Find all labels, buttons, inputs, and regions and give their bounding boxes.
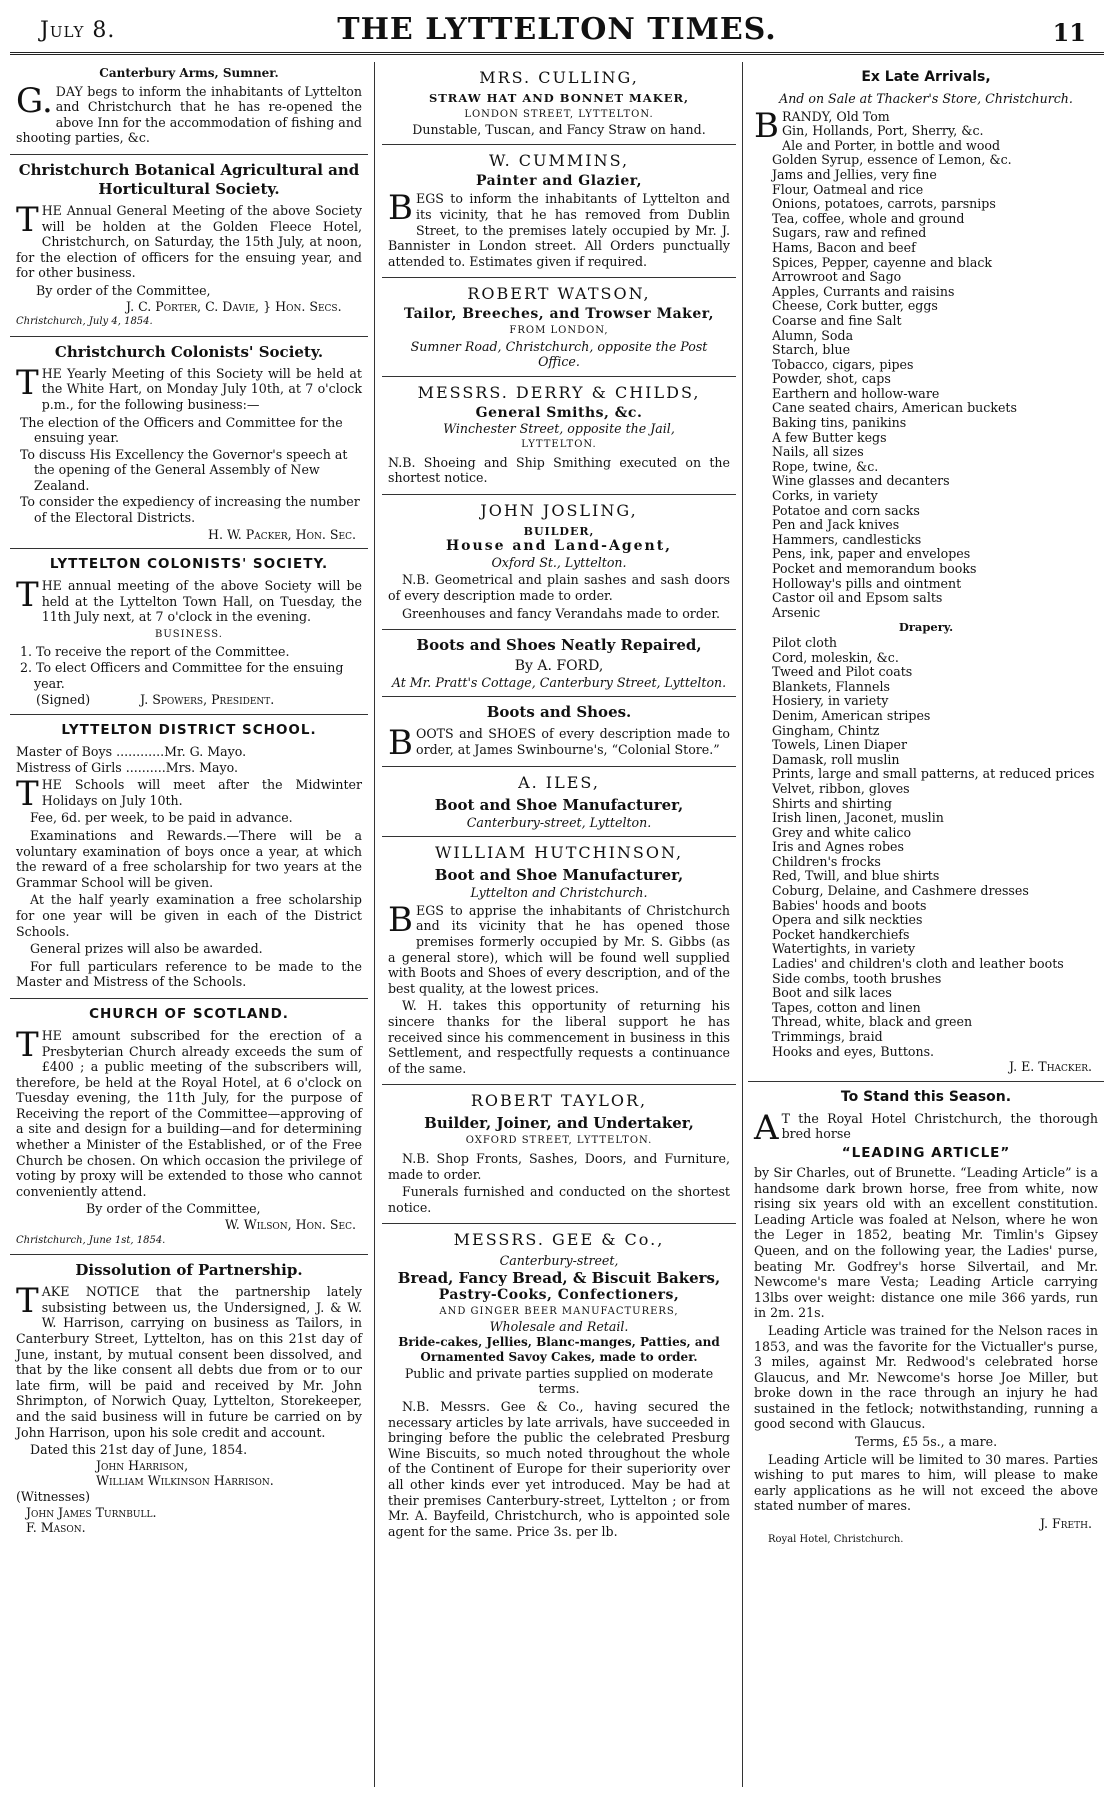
- trade: Tailor, Breeches, and Trowser Maker,: [403, 306, 715, 323]
- ad-body: N.B. Shoeing and Ship Smithing executed on the shortest notice.: [388, 454, 730, 486]
- goods-item: Tweed and Pilot coats: [772, 664, 913, 680]
- ad-body: Public and private parties supplied on moderate terms.: [404, 1365, 714, 1397]
- trade: AND GINGER BEER MANUFACTURERS,: [439, 1305, 679, 1317]
- drapery-list: [754, 636, 1098, 1059]
- signature: J. E. Thacker.: [1009, 1059, 1092, 1075]
- ad-watson: [382, 278, 736, 376]
- address: Oxford St., Lyttelton.: [491, 554, 627, 570]
- drop-cap: T: [16, 774, 39, 815]
- goods-item: Babies' hoods and boots: [772, 897, 927, 913]
- ad-thacker-store: [748, 62, 1104, 1082]
- agenda-item: To discuss His Excellency the Governor's speech at the opening of the General Assembly of New Zealand.: [20, 446, 348, 493]
- ad-josling: [382, 495, 736, 631]
- goods-item: Holloway's pills and ointment: [772, 575, 962, 591]
- business-label: BUSINESS.: [155, 629, 223, 641]
- ad-church-of-scotland: [10, 999, 368, 1255]
- signature: J. Freth.: [1039, 1516, 1092, 1532]
- goods-item: Tapes, cotton and linen: [772, 999, 921, 1015]
- goods-item: Hooks and eyes, Buttons.: [772, 1043, 935, 1059]
- goods-item: Apples, Currants and raisins: [772, 283, 955, 299]
- address: Canterbury-street, Lyttelton.: [466, 814, 652, 830]
- ad-heading: WILLIAM HUTCHINSON,: [434, 843, 684, 863]
- goods-item: Iris and Agnes robes: [772, 839, 904, 855]
- ad-body: by Sir Charles, out of Brunette. “Leading Article” is a handsome dark brown horse, free from white, now rising six years old with an excellent constitution. Leading Article was foaled at Nelson, where he won the Leger in 1852, beating Mr. Timlin's Gipsey Queen, and on the following year, the Ladies' purse, beating Mr. Godfrey's horse Silvertail, and Mr. Newcome's mare Vesta; Leading Article carrying 13lbs over weight: distance one mile 366 yards, run in 2m. 21s.: [754, 1164, 1098, 1321]
- ad-body: N.B. Shop Fronts, Sashes, Doors, and Furniture, made to order.: [388, 1150, 730, 1182]
- terms: Terms, £5 5s., a mare.: [854, 1434, 998, 1450]
- goods-item: Towels, Linen Diaper: [772, 737, 907, 753]
- goods-item: Grey and white calico: [772, 824, 912, 840]
- goods-item: Shirts and shirting: [772, 795, 892, 811]
- ad-heading: Christchurch Botanical Agricultural and Horticultural Society.: [18, 160, 360, 198]
- goods-item: Opera and silk neckties: [772, 912, 923, 928]
- goods-item: Arrowroot and Sago: [772, 269, 902, 285]
- ad-heading: Ex Late Arrivals,: [861, 69, 991, 85]
- goods-item: Tobacco, cigars, pipes: [772, 356, 914, 372]
- ad-dissolution: [10, 1255, 368, 1542]
- column-rule: [374, 62, 375, 1787]
- goods-item: Golden Syrup, essence of Lemon, &c.: [772, 152, 1012, 168]
- column-1: [10, 62, 368, 1787]
- trade: Bread, Fancy Bread, & Biscuit Bakers,: [397, 1268, 721, 1287]
- address: Canterbury-street,: [499, 1253, 619, 1269]
- masthead: [10, 6, 1104, 55]
- goods-item: Pens, ink, paper and envelopes: [772, 546, 971, 562]
- goods-item: Arsenic: [772, 604, 821, 620]
- school-half-yearly: At the half yearly examination a free scholarship for one year will be given in each of the District Schools.: [16, 892, 362, 939]
- column-rule: [742, 62, 743, 1787]
- goods-item: RANDY, Old Tom: [782, 108, 890, 124]
- ad-colonists-society: [10, 337, 368, 550]
- ad-heading: To Stand this Season.: [840, 1088, 1012, 1105]
- drop-cap: A: [754, 1107, 779, 1148]
- goods-item: Gin, Hollands, Port, Sherry, &c.: [782, 123, 984, 139]
- goods-item: Jams and Jellies, very fine: [772, 166, 937, 182]
- trade: General Smiths, &c.: [475, 404, 643, 421]
- goods-item: Flour, Oatmeal and rice: [772, 181, 924, 197]
- ad-taylor: [382, 1085, 736, 1224]
- goods-item: A few Butter kegs: [772, 429, 887, 445]
- goods-item: Thread, white, black and green: [772, 1014, 973, 1030]
- ad-body: Leading Article was trained for the Nelson races in 1853, and was the favorite for the Victualler's purse, 3 miles, against Mr. Redwood's celebrated horse Glaucus, and Mr. Newcome's horse Joe Miller, but broke down in the race through an injury he had sustained in the fetlock; notwithstanding, running a good second with Glaucus.: [754, 1322, 1098, 1432]
- ad-culling: [382, 62, 736, 145]
- school-exams: Examinations and Rewards.—There will be a voluntary examination of boys once a year, at which the reward of a free scholarship for two years at the Grammar School will be given.: [16, 827, 362, 890]
- horse-name: “LEADING ARTICLE”: [841, 1144, 1011, 1161]
- goods-item: Hams, Bacon and beef: [772, 239, 916, 255]
- goods-item: Powder, shot, caps: [772, 371, 891, 387]
- column-2: [382, 62, 736, 1787]
- agenda-item: 1. To receive the report of the Committee.: [20, 643, 290, 659]
- signature: W. Wilson, Hon. Sec.: [225, 1217, 356, 1233]
- ad-body: Leading Article will be limited to 30 mares. Parties wishing to put mares to him, will please to make early applications as he will not exceed the above stated number of mares.: [754, 1451, 1098, 1514]
- signature: John Harrison,: [96, 1457, 189, 1473]
- address: Royal Hotel, Christchurch.: [768, 1533, 904, 1545]
- byline: By A. FORD,: [514, 658, 604, 675]
- from-line: FROM LONDON,: [509, 324, 609, 336]
- signed-label: (Signed): [36, 692, 91, 708]
- goods-list: Bride-cakes, Jellies, Blanc-manges, Patties, and Ornamented Savoy Cakes, made to order.: [398, 1334, 720, 1365]
- ad-iles: [382, 767, 736, 838]
- goods-item: Gingham, Chintz: [772, 722, 880, 738]
- trade: Boot and Shoe Manufacturer,: [434, 795, 684, 814]
- ad-heading: LYTTELTON DISTRICT SCHOOL.: [61, 722, 317, 738]
- goods-item: Boot and silk laces: [772, 985, 892, 1001]
- goods-item: Onions, potatoes, carrots, parsnips: [772, 196, 996, 212]
- signature: H. W. Packer, Hon. Sec.: [207, 526, 356, 542]
- goods-item: Pocket and memorandum books: [772, 561, 977, 576]
- goods-item: Children's frocks: [772, 853, 881, 869]
- goods-item: Ladies' and children's cloth and leather boots: [772, 956, 1064, 972]
- witness-label: (Witnesses): [16, 1488, 91, 1504]
- ad-body: DAY begs to inform the inhabitants of Lyttelton and Christchurch that he has re-opened the above Inn for the accommodation of fishing and shooting parties, &c.: [16, 83, 362, 146]
- agenda-item: 2. To elect Officers and Committee for the ensuing year.: [20, 660, 344, 691]
- drop-cap: T: [16, 199, 39, 240]
- ad-heading: MESSRS. GEE & Co.,: [453, 1230, 665, 1250]
- dateline: Christchurch, July 4, 1854.: [16, 316, 153, 328]
- ad-swinbourne: [382, 697, 736, 766]
- trade: House and Land-Agent,: [445, 538, 673, 555]
- goods-item: Coarse and fine Salt: [772, 312, 902, 328]
- goods-item: Denim, American stripes: [772, 707, 931, 723]
- ad-botanical-society: Christchurch Botanical Agricultural and Horticultural Society. THE Annual General Meeting of the above Society will be holden at the Golden Fleece Hotel, Christchurch, on Saturday, the 15th July, at noon, for the election of officers for the ensuing year, and for other business. By order of the Committee, J. C. Porter, C. Davie, } Hon. Secs. Christchurch, July 4, 1854.: [10, 155, 368, 337]
- drop-cap: T: [16, 362, 39, 403]
- agenda-item: The election of the Officers and Committee for the ensuing year.: [20, 414, 343, 446]
- address: LONDON STREET, LYTTELTON.: [464, 108, 654, 120]
- drop-cap: G.: [16, 80, 53, 121]
- goods-item: Watertights, in variety: [772, 941, 916, 957]
- goods-item: Hosiery, in variety: [772, 693, 889, 709]
- goods-item: Velvet, ribbon, gloves: [772, 780, 910, 796]
- ad-body: T the Royal Hotel Christchurch, the thorough bred horse: [781, 1110, 1098, 1142]
- committee-order: By order of the Committee,: [36, 282, 211, 298]
- address: At Mr. Pratt's Cottage, Canterbury Street, Lyttelton.: [391, 674, 727, 690]
- goods-item: Ale and Porter, in bottle and wood: [782, 137, 1001, 153]
- school-master: Master of Boys ............Mr. G. Mayo.: [16, 744, 247, 759]
- ad-body: N.B. Geometrical and plain sashes and sash doors of every description made to order.: [388, 572, 730, 604]
- ad-lyttelton-colonists: [10, 549, 368, 715]
- ad-body: OOTS and SHOES of every description made to order, at James Swinbourne's, “Colonial Store.”: [416, 726, 730, 758]
- goods-item: Cheese, Cork butter, eggs: [772, 298, 938, 314]
- school-fee: Fee, 6d. per week, to be paid in advance.: [30, 810, 293, 826]
- secretaries-title: Hon. Secs.: [275, 298, 342, 314]
- ad-heading: Christchurch Colonists' Society.: [54, 342, 324, 361]
- goods-item: Coburg, Delaine, and Cashmere dresses: [772, 883, 1029, 899]
- ad-heading: MRS. CULLING,: [479, 68, 639, 87]
- address: Winchester Street, opposite the Jail,: [443, 421, 675, 437]
- dissolution-date: Dated this 21st day of June, 1854.: [30, 1442, 248, 1458]
- ad-body: AKE NOTICE that the partnership lately subsisting between us, the Undersigned, J. & W. W. Harrison, carrying on business as Tailors, in Canterbury Street, Lyttelton, has on this 21st day of June, instant, by mutual consent been dissolved, and that by the like consent all debts due from or to our late firm, will be paid and received by Mr. John Shrimpton, of Norwich Quay, Lyttelton, Storekeeper, and the said business will in future be carried on by John Harrison, upon his sole credit and account.: [16, 1284, 362, 1440]
- dateline: Christchurch, June 1st, 1854.: [16, 1234, 166, 1246]
- ad-body: EGS to inform the inhabitants of Lyttelton and its vicinity, that he has removed from Dublin Street, to the premises lately occupied by Mr. J. Bannister in London street. All Orders punctually attended to. Estimates given if required.: [388, 191, 730, 269]
- goods-item: Nails, all sizes: [772, 444, 864, 460]
- town: LYTTELTON.: [521, 438, 597, 450]
- ad-heading: ROBERT TAYLOR,: [470, 1091, 648, 1111]
- goods-item: Trimmings, braid: [772, 1029, 883, 1044]
- goods-item: Pen and Jack knives: [772, 517, 900, 533]
- signature: William Wilkinson Harrison.: [96, 1473, 274, 1489]
- drop-cap: B: [754, 105, 779, 146]
- ad-district-school: [10, 715, 368, 999]
- goods-item: Prints, large and small patterns, at reduced prices: [772, 766, 1095, 782]
- goods-item: Spices, Pepper, cayenne and black: [772, 254, 993, 270]
- goods-item: Irish linen, Jaconet, muslin: [772, 810, 944, 826]
- ad-cummins: [382, 145, 736, 279]
- secretaries: J. C. Porter, C. Davie,: [126, 298, 260, 314]
- goods-item: Alumn, Soda: [772, 327, 854, 343]
- ad-ford: [382, 630, 736, 697]
- goods-item: Pocket handkerchiefs: [772, 926, 910, 942]
- ad-body: N.B. Messrs. Gee & Co., having secured the necessary articles by late arrivals, have succeeded in bringing before the public the celebrated Presburg Wine Biscuits, so much noted throughout the whole of the Continent of Europe for their superiority over all other kinds ever yet introduced. May be had at their premises Canterbury-street, Lyttelton ; or from Mr. A. Bayfeild, Christchurch, who is appointed sole agent for the same. Price 3s. per lb.: [388, 1399, 730, 1539]
- goods-item: Blankets, Flannels: [772, 678, 890, 694]
- ad-heading: Boots and Shoes.: [486, 703, 632, 722]
- goods-item: Rope, twine, &c.: [772, 458, 879, 474]
- ad-heading: Boots and Shoes Neatly Repaired,: [416, 636, 702, 655]
- wholesale-label: Wholesale and Retail.: [489, 1319, 629, 1335]
- trade: Boot and Shoe Manufacturer,: [434, 866, 684, 885]
- ad-body: Greenhouses and fancy Verandahs made to order.: [402, 605, 720, 621]
- ad-hutchinson: [382, 837, 736, 1085]
- trade: Builder, Joiner, and Undertaker,: [424, 1114, 694, 1133]
- newspaper-title: THE LYTTELTON TIMES.: [337, 12, 777, 47]
- ad-heading: ROBERT WATSON,: [467, 284, 651, 304]
- address: Sumner Road, Christchurch, opposite the Post Office.: [410, 338, 708, 370]
- trade: Painter and Glazier,: [475, 172, 642, 189]
- page-number: 11: [1052, 18, 1086, 47]
- drop-cap: T: [16, 1281, 39, 1322]
- address: Lyttelton and Christchurch.: [470, 885, 648, 901]
- builder-label: BUILDER,: [523, 524, 595, 538]
- ad-body: HE Yearly Meeting of this Society will be held at the White Hart, on Monday July 10th, at 7 o'clock p.m., for the following business:—: [41, 365, 362, 412]
- goods-item: Red, Twill, and blue shirts: [772, 868, 940, 884]
- school-prizes: General prizes will also be awarded.: [30, 941, 263, 957]
- ad-body: Dunstable, Tuscan, and Fancy Straw on hand.: [412, 122, 706, 138]
- goods-item: Damask, roll muslin: [772, 751, 900, 767]
- goods-item: Hammers, candlesticks: [772, 531, 922, 547]
- ad-body: W. H. takes this opportunity of returning his sincere thanks for the liberal support he has received since his commencement in business in this Settlement, and respectfully requests a continuance of the same.: [388, 998, 730, 1076]
- goods-item: Earthern and hollow-ware: [772, 385, 940, 401]
- ad-leading-article: [748, 1082, 1104, 1553]
- ad-derry-childs: [382, 377, 736, 495]
- goods-item: Potatoe and corn sacks: [772, 502, 920, 518]
- issue-date: July 8.: [40, 18, 116, 43]
- goods-item: Side combs, tooth brushes: [772, 970, 942, 986]
- witness: John James Turnbull.: [26, 1504, 157, 1520]
- signature: J. Spowers, President.: [140, 692, 275, 708]
- trade: STRAW HAT AND BONNET MAKER,: [428, 91, 690, 105]
- goods-item: Castor oil and Epsom salts: [772, 590, 943, 606]
- ad-canterbury-arms: [10, 62, 368, 155]
- ad-heading: Dissolution of Partnership.: [75, 1261, 303, 1280]
- ad-body: HE annual meeting of the above Society will be held at the Lyttelton Town Hall, on Tuesday, the 11th July next, at 7 o'clock in the evening.: [41, 578, 362, 625]
- ad-heading: W. CUMMINS,: [488, 150, 630, 170]
- goods-item: Corks, in variety: [772, 488, 878, 504]
- goods-item: Tea, coffee, whole and ground: [772, 210, 965, 226]
- committee-order: By order of the Committee,: [86, 1201, 261, 1217]
- goods-item: Pilot cloth: [772, 634, 838, 650]
- school-mistress: Mistress of Girls ..........Mrs. Mayo.: [16, 759, 238, 775]
- drop-cap: B: [388, 899, 413, 940]
- witness: F. Mason.: [26, 1520, 86, 1536]
- goods-item: Wine glasses and decanters: [772, 473, 950, 489]
- ad-subheading: And on Sale at Thacker's Store, Christchurch.: [779, 91, 1073, 106]
- trade: Pastry-Cooks, Confectioners,: [438, 1286, 680, 1303]
- ad-body: Funerals furnished and conducted on the shortest notice.: [388, 1184, 730, 1215]
- drop-cap: B: [388, 188, 413, 229]
- ad-heading: A. ILES,: [518, 772, 600, 792]
- ad-heading: MESSRS. DERRY & CHILDS,: [417, 382, 701, 402]
- ad-heading: LYTTELTON COLONISTS' SOCIETY.: [49, 556, 329, 573]
- ad-heading: JOHN JOSLING,: [480, 500, 638, 520]
- goods-item: Sugars, raw and refined: [772, 225, 927, 241]
- drop-cap: T: [16, 1024, 39, 1065]
- goods-item: Cord, moleskin, &c.: [772, 649, 899, 665]
- ad-body: HE Schools will meet after the Midwinter Holidays on July 10th.: [41, 777, 362, 808]
- ad-body: EGS to apprise the inhabitants of Christchurch and its vicinity that he has opened those premises formerly occupied by Mr. S. Gibbs (as a general store), which will be found well supplied with Boots and Shoes of every description, and of the best quality, at the lowest prices.: [388, 902, 730, 996]
- goods-item: Cane seated chairs, American buckets: [772, 400, 1017, 416]
- ad-heading: Canterbury Arms, Sumner.: [99, 66, 279, 80]
- drop-cap: B: [388, 723, 413, 764]
- drapery-heading: Drapery.: [898, 620, 954, 635]
- ad-body: HE amount subscribed for the erection of a Presbyterian Church already exceeds the sum of £400 ; a public meeting of the subscribers will, therefore, be held at the Royal Hotel, at 6 o'clock on Tuesday evening, the 11th July, for the purpose of Receiving the report of the Committee—approving of a site and design for a building—and for determining whether a Minister of the Established, or of the Free Church be chosen. On which occasion the privilege of voting by proxy will be extended to those who cannot conveniently attend.: [16, 1027, 362, 1199]
- goods-item: Baking tins, panikins: [772, 415, 907, 431]
- ad-body: HE Annual General Meeting of the above Society will be holden at the Golden Fleece Hotel, Christchurch, on Saturday, the 15th July, at noon, for the election of officers for the ensuing year, and for other business.: [16, 202, 362, 281]
- address: OXFORD STREET, LYTTELTON.: [465, 1135, 653, 1147]
- agenda-item: To consider the expediency of increasing the number of the Electoral Districts.: [20, 494, 360, 526]
- goods-list: [754, 124, 1098, 620]
- drop-cap: T: [16, 575, 39, 616]
- goods-item: Starch, blue: [772, 342, 851, 358]
- column-3: [748, 62, 1104, 1787]
- ad-heading: CHURCH OF SCOTLAND.: [89, 1005, 289, 1022]
- school-particulars: For full particulars reference to be made to the Master and Mistress of the Schools.: [16, 958, 362, 990]
- ad-gee: [382, 1224, 736, 1547]
